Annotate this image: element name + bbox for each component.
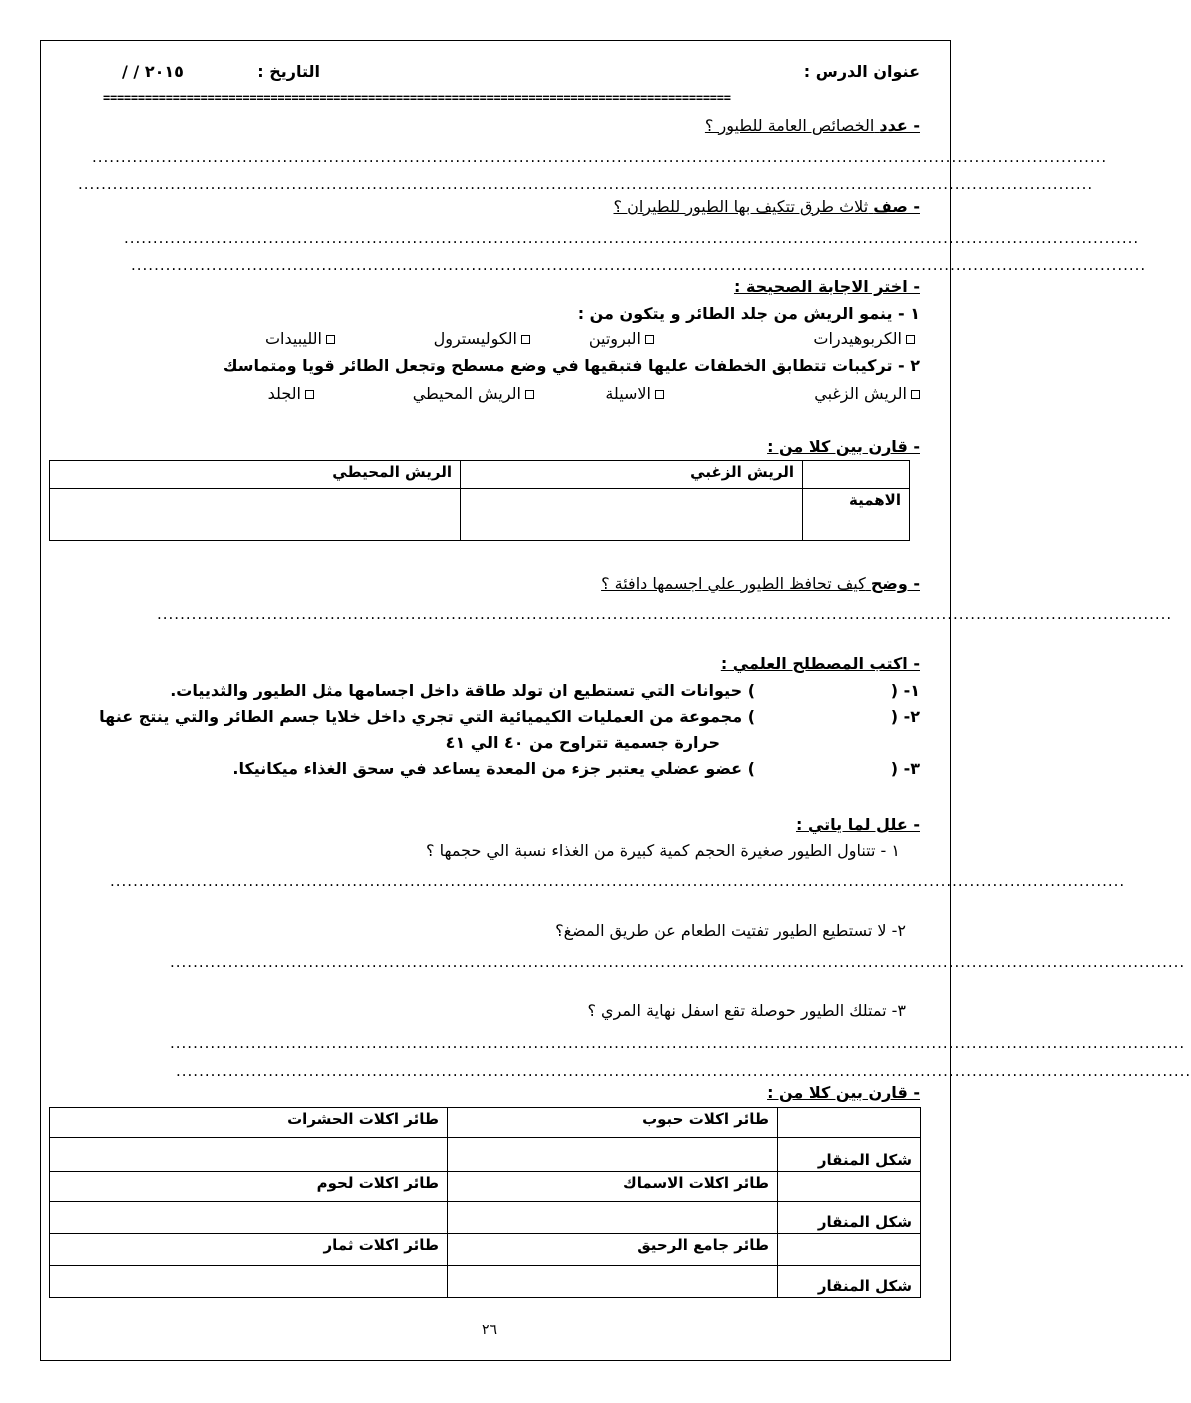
question-enumerate	[705, 116, 920, 135]
lesson-title-label: عنوان الدرس :	[803, 62, 920, 81]
term-number: ٢- (	[890, 707, 920, 726]
term-title: - اكتب المصطلح العلمي :	[720, 654, 920, 673]
term-definition-cont: حرارة جسمية تتراوح من ٤٠ الي ٤١	[445, 733, 720, 752]
table-answer-cell[interactable]	[50, 1138, 448, 1172]
page-number: ٢٦	[482, 1322, 498, 1338]
table-row-label: شكل المنقار	[778, 1202, 921, 1234]
table-header-cell: طائر اكلات الاسماك	[448, 1172, 778, 1202]
answer-line[interactable]: ................................................................................................................................................................................	[170, 1034, 1186, 1052]
mcq-stem-2: ٢ - تركيبات تتطابق الخطفات عليها فتبقيها في وضع مسطح وتجعل الطائر قويا ومتماسك	[222, 356, 920, 375]
checkbox-icon	[645, 335, 654, 344]
answer-line[interactable]: ................................................................................................................................................................................	[131, 256, 1147, 274]
question-describe	[614, 197, 921, 216]
table-row-label: الاهمية	[803, 489, 910, 541]
table-header-cell: طائر اكلات حبوب	[448, 1108, 778, 1138]
answer-line[interactable]: ................................................................................................................................................................................	[92, 148, 1108, 166]
table-corner-cell	[778, 1234, 921, 1266]
table-answer-cell[interactable]	[50, 1202, 448, 1234]
term-number: ١- (	[890, 681, 920, 700]
table-corner-cell	[803, 461, 910, 489]
mcq-option[interactable]: الجلد	[268, 384, 314, 403]
table-answer-cell[interactable]	[448, 1138, 778, 1172]
table-header-cell: طائر اكلات الحشرات	[50, 1108, 448, 1138]
mcq-option[interactable]: الكوليسترول	[434, 329, 530, 348]
compare-title-2: - قارن بين كلا من :	[767, 1083, 920, 1102]
question-explain	[601, 574, 920, 593]
table-answer-cell[interactable]	[461, 489, 803, 541]
mcq-option[interactable]: البروتين	[589, 329, 654, 348]
mcq-option[interactable]: الكربوهيدرات	[813, 329, 915, 348]
term-definition: ) مجموعة من العمليات الكيميائية التي تجري داخل خلايا جسم الطائر والتي ينتج عنها	[99, 707, 755, 726]
mcq-option[interactable]: الليبيدات	[265, 329, 335, 348]
q5-prefix: - وضح	[870, 574, 920, 593]
table-header-cell: طائر اكلات لحوم	[50, 1172, 448, 1202]
table-answer-cell[interactable]	[50, 1266, 448, 1298]
header-separator: ==========================================================================================	[103, 91, 731, 105]
table-corner-cell	[778, 1108, 921, 1138]
q1-prefix: - عدد	[879, 116, 920, 135]
justify-item: ٣- تمتلك الطيور حوصلة تقع اسفل نهاية المري ؟	[587, 1001, 906, 1020]
checkbox-icon	[305, 390, 314, 399]
mcq-stem-1: ١ - ينمو الريش من جلد الطائر و يتكون من :	[577, 304, 920, 323]
justify-item: ١ - تتناول الطيور صغيرة الحجم كمية كبيرة من الغذاء نسبة الي حجمها ؟	[426, 841, 900, 860]
q2-prefix: - صف	[873, 197, 920, 216]
mcq-option[interactable]: الاسيلة	[605, 384, 664, 403]
mcq-option[interactable]: الريش الزغبي	[814, 384, 920, 403]
table-answer-cell[interactable]	[50, 489, 461, 541]
answer-line[interactable]: ................................................................................................................................................................................	[110, 872, 1126, 890]
date-value: / / ٢٠١٥	[122, 62, 184, 81]
table-row-label: شكل المنقار	[778, 1266, 921, 1298]
table-header-cell: طائر جامع الرحيق	[448, 1234, 778, 1266]
justify-item: ٢- لا تستطيع الطيور تفتيت الطعام عن طريق المضغ؟	[555, 921, 906, 940]
answer-line[interactable]: ................................................................................................................................................................................	[176, 1062, 1191, 1080]
table-corner-cell	[778, 1172, 921, 1202]
mcq-title: - اختر الاجابة الصحيحة :	[733, 277, 920, 296]
checkbox-icon	[326, 335, 335, 344]
compare-table-feathers	[49, 460, 910, 541]
answer-line[interactable]: ................................................................................................................................................................................	[78, 175, 1094, 193]
table-row-label: شكل المنقار	[778, 1138, 921, 1172]
answer-line[interactable]: ................................................................................................................................................................................	[157, 605, 1173, 623]
term-definition: ) حيوانات التي تستطيع ان تولد طاقة داخل اجسامها مثل الطيور والثدييات.	[170, 681, 755, 700]
answer-line[interactable]: ................................................................................................................................................................................	[170, 953, 1186, 971]
table-answer-cell[interactable]	[448, 1266, 778, 1298]
q1-text: الخصائص العامة للطيور ؟	[704, 116, 875, 135]
table-header-cell: طائر اكلات ثمار	[50, 1234, 448, 1266]
checkbox-icon	[525, 390, 534, 399]
checkbox-icon	[911, 390, 920, 399]
date-label: التاريخ :	[257, 62, 320, 81]
checkbox-icon	[655, 390, 664, 399]
checkbox-icon	[521, 335, 530, 344]
term-definition: ) عضو عضلي يعتبر جزء من المعدة يساعد في سحق الغذاء ميكانيكا.	[232, 759, 755, 778]
answer-line[interactable]: ................................................................................................................................................................................	[124, 229, 1140, 247]
q2-text: ثلاث طرق تتكيف بها الطيور للطيران ؟	[613, 197, 869, 216]
table-answer-cell[interactable]	[448, 1202, 778, 1234]
mcq-option[interactable]: الريش المحيطي	[413, 384, 534, 403]
q5-text: كيف تحافظ الطيور علي اجسمها دافئة ؟	[601, 574, 866, 593]
term-number: ٣- (	[890, 759, 920, 778]
table-header-cell: الريش الزغبي	[461, 461, 803, 489]
table-header-cell: الريش المحيطي	[50, 461, 461, 489]
checkbox-icon	[906, 335, 915, 344]
compare-table-beaks	[49, 1107, 921, 1298]
compare-title-1: - قارن بين كلا من :	[767, 437, 920, 456]
justify-title: - علل لما ياتي :	[795, 815, 920, 834]
